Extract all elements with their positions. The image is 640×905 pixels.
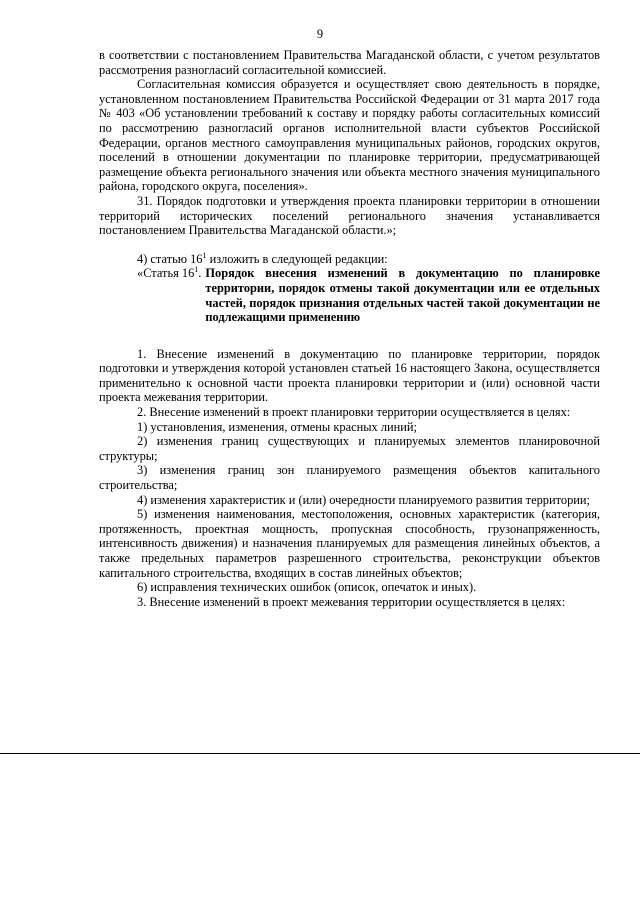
article-heading	[137, 266, 600, 324]
list-item-2: 2) изменения границ существующих и планируемых элементов планировочной структуры;	[99, 434, 600, 463]
list-item-5: 5) изменения наименования, местоположения, основных характеристик (категория, протяженность, проектная мощность, пропускная способность, грузонапряженность, интенсивность движения) и назначения планируемых для размещения линейных объектов, а также предельных параметров разрешенного строительства, реконструкции объектов капитального строительства, входящих в состав линейных объектов;	[99, 507, 600, 580]
article-title: Порядок внесения изменений в документацию по планировке территории, порядок отмены такой документации или ее отдельных частей, порядок признания отдельных частей такой документации не подлежащими применению	[205, 266, 600, 325]
paragraph-1: 1. Внесение изменений в документацию по планировке территории, порядок подготовки и утверждения которой установлен статьей 16 настоящего Закона, осуществляется применительно к основной части проекта планировки территории и (или) основной части проекта межевания территории.	[99, 346, 600, 405]
page-number: 9	[316, 27, 324, 41]
article-number: «Статья $16^1$.	[137, 265, 202, 281]
paragraph-31: 31. Порядок подготовки и утверждения проекта планировки территории в отношении территорий исторических поселений регионального значения устанавливается постановлением Правительства Магаданской области.»;	[99, 193, 600, 238]
list-item-3: 3) изменения границ зон планируемого размещения объектов капитального строительства;	[99, 463, 600, 493]
amendment-instruction: 4) статью $16^1$ изложить в следующей редакции:	[137, 250, 388, 266]
paragraph-3: 3. Внесение изменений в проект межевания территории осуществляется в целях:	[137, 594, 566, 609]
list-item-6: 6) исправления технических ошибок (описок, опечаток и иных).	[137, 580, 477, 595]
list-item-1: 1) установления, изменения, отмены красных линий;	[137, 419, 417, 434]
document-body	[99, 48, 600, 609]
list-item-4: 4) изменения характеристик и (или) очередности планируемого развития территории;	[137, 492, 590, 507]
paragraph-commission: Согласительная комиссия образуется и осуществляет свою деятельность в порядке, установленном постановлением Правительства Российской Федерации от 31 марта 2017 года № 403 «Об установлении требований к составу и порядку работы согласительных комиссий по рассмотрению разногласий органов исполнительной власти субъектов Российской Федерации, органов местного самоуправления муниципальных районов, городских округов, поселений в отношении документации по планировке территории, предусматривающей размещение объекта регионального значения или объекта местного значения муниципального района, городского округа, поселения».	[99, 77, 600, 194]
paragraph-2: 2. Внесение изменений в проект планировки территории осуществляется в целях:	[137, 405, 571, 420]
footer-divider	[0, 753, 640, 754]
paragraph-intro: в соответствии с постановлением Правительства Магаданской области, с учетом результатов рассмотрения разногласий согласительной комиссией.	[99, 48, 600, 77]
